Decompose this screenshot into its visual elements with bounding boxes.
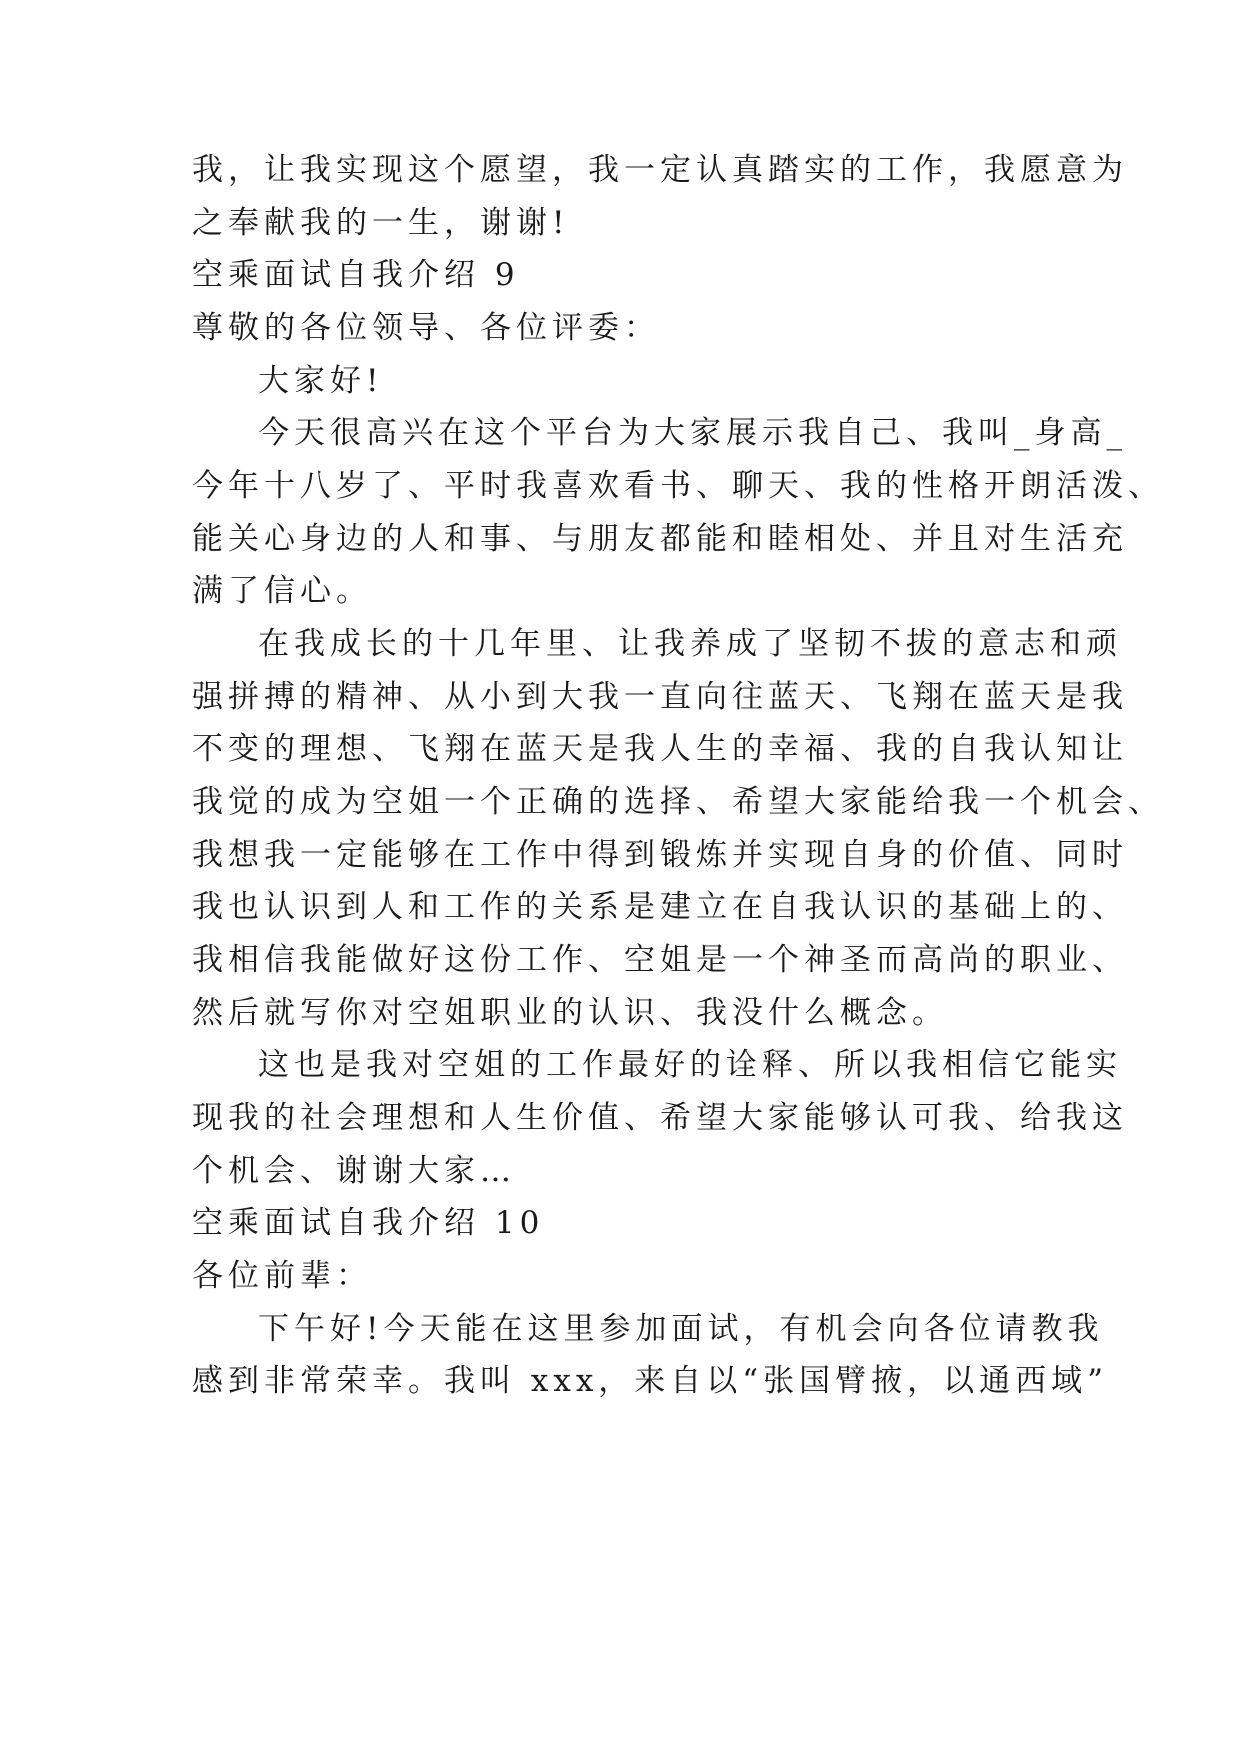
paragraph-line: 然后就写你对空姐职业的认识、我没什么概念。: [192, 995, 948, 1031]
section-heading: 空乘面试自我介绍 9: [192, 257, 520, 293]
paragraph-line: 我相信我能做好这份工作、空姐是一个神圣而高尚的职业、: [192, 942, 1128, 978]
paragraph-line: 我也认识到人和工作的关系是建立在自我认识的基础上的、: [192, 889, 1128, 925]
paragraph-line: 今天很高兴在这个平台为大家展示我自己、我叫_身高_: [258, 415, 1127, 451]
paragraph-line: 这也是我对空姐的工作最好的诠释、所以我相信它能实: [258, 1047, 1122, 1083]
section-heading: 空乘面试自我介绍 10: [192, 1205, 545, 1241]
paragraph-line: 我觉的成为空姐一个正确的选择、希望大家能给我一个机会、: [192, 784, 1164, 820]
paragraph-line: 今年十八岁了、平时我喜欢看书、聊天、我的性格开朗活泼、: [192, 468, 1164, 504]
paragraph-line: 个机会、谢谢大家…: [192, 1153, 516, 1189]
paragraph-line: 能关心身边的人和事、与朋友都能和睦相处、并且对生活充: [192, 521, 1128, 557]
paragraph-line: 强拼搏的精神、从小到大我一直向往蓝天、飞翔在蓝天是我: [192, 679, 1128, 715]
paragraph-line: 不变的理想、飞翔在蓝天是我人生的幸福、我的自我认知让: [192, 731, 1128, 767]
paragraph-line: 在我成长的十几年里、让我养成了坚韧不拔的意志和顽: [258, 626, 1122, 662]
text-line: 我，让我实现这个愿望，我一定认真踏实的工作，我愿意为: [192, 152, 1128, 188]
salutation: 各位前辈：: [192, 1258, 372, 1294]
paragraph-line: 感到非常荣幸。我叫 xxx，来自以“张国臂掖，以通西域”: [192, 1363, 1108, 1399]
paragraph-line: 现我的社会理想和人生价值、希望大家能够认可我、给我这: [192, 1100, 1128, 1136]
paragraph-line: 我想我一定能够在工作中得到锻炼并实现自身的价值、同时: [192, 837, 1128, 873]
greeting: 大家好!: [258, 363, 384, 399]
text-line: 之奉献我的一生，谢谢!: [192, 205, 570, 241]
paragraph-line: 满了信心。: [192, 573, 372, 609]
paragraph-line: 下午好!今天能在这里参加面试，有机会向各位请教我: [258, 1311, 1104, 1347]
salutation: 尊敬的各位领导、各位评委：: [192, 310, 660, 346]
